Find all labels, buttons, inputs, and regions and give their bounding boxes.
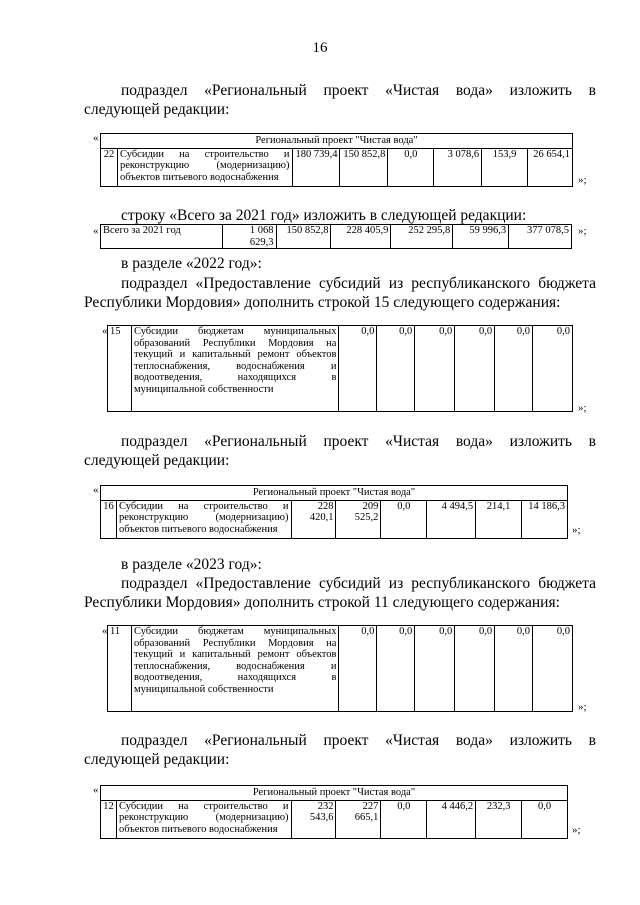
open-quote: « bbox=[102, 625, 108, 637]
page-number: 16 bbox=[312, 40, 328, 56]
paragraph-line: подраздел «Региональный проект «Чистая вода» изложить в bbox=[121, 82, 596, 99]
paragraph-line: Республики Мордовия» дополнить строкой 11 следующего содержания: bbox=[84, 594, 560, 611]
paragraph-line: следующей редакции: bbox=[84, 751, 230, 768]
open-quote: « bbox=[93, 784, 99, 796]
close-quote: »; bbox=[572, 824, 581, 836]
table-cell: 232,3 bbox=[476, 800, 522, 838]
table-cell: 0,0 bbox=[339, 326, 377, 412]
paragraph-line: строку «Всего за 2021 год» изложить в следующей редакции: bbox=[121, 207, 527, 224]
row-label: Всего за 2021 год bbox=[101, 225, 223, 249]
table-header: Региональный проект "Чистая вода" bbox=[101, 486, 568, 501]
row-number: 12 bbox=[101, 800, 117, 838]
table-cell: 0,0 bbox=[522, 800, 568, 838]
table-cell: 228 405,9 bbox=[331, 225, 391, 249]
close-quote: »; bbox=[578, 174, 587, 186]
table-cell: 0,0 bbox=[455, 626, 495, 712]
row-number: 22 bbox=[101, 148, 118, 186]
open-quote: « bbox=[93, 132, 99, 144]
paragraph-line: подраздел «Предоставление субсидий из республиканского бюджета bbox=[121, 575, 596, 592]
row-description: Субсидии на строительство и реконструкцию (модернизацию) объектов питьевого водоснабжения bbox=[116, 500, 291, 538]
paragraph-line: в разделе «2023 год»: bbox=[121, 556, 262, 573]
table-cell: 153,9 bbox=[482, 148, 528, 186]
table-cell: 209 525,2 bbox=[336, 500, 381, 538]
table-cell: 59 996,3 bbox=[453, 225, 509, 249]
table-cell: 0,0 bbox=[377, 626, 415, 712]
close-quote: »; bbox=[578, 701, 587, 713]
table-cell: 0,0 bbox=[455, 326, 495, 412]
table-cell: 214,1 bbox=[476, 500, 522, 538]
table-cell: 0,0 bbox=[495, 626, 533, 712]
row-description: Субсидии бюджетам муниципальных образований Республики Мордовия на текущий и капитальный ремонт объектов теплоснабжения, водоснабжения и водоотведения, находящихся в муниципальной собственности bbox=[131, 626, 339, 712]
paragraph-line: в разделе «2022 год»: bbox=[121, 255, 262, 272]
row-number: 16 bbox=[101, 500, 117, 538]
table-cell: 4 494,5 bbox=[427, 500, 476, 538]
table-chistaya-voda-2022 bbox=[100, 485, 568, 539]
paragraph-line: следующей редакции: bbox=[84, 452, 230, 469]
close-quote: »; bbox=[578, 402, 587, 414]
table-cell: 150 852,8 bbox=[340, 148, 388, 186]
table-subsidies-2023 bbox=[107, 625, 573, 712]
open-quote: « bbox=[93, 484, 99, 496]
table-cell: 0,0 bbox=[533, 326, 573, 412]
table-cell: 0,0 bbox=[415, 626, 455, 712]
table-cell: 252 295,8 bbox=[391, 225, 453, 249]
table-cell: 0,0 bbox=[339, 626, 377, 712]
table-cell: 26 654,1 bbox=[528, 148, 573, 186]
table-cell: 3 078,6 bbox=[434, 148, 482, 186]
paragraph-line: подраздел «Предоставление субсидий из республиканского бюджета bbox=[121, 275, 596, 292]
table-cell: 228 420,1 bbox=[291, 500, 336, 538]
paragraph-line: Республики Мордовия» дополнить строкой 15 следующего содержания: bbox=[84, 294, 561, 311]
table-cell: 0,0 bbox=[377, 326, 415, 412]
paragraph-line: следующей редакции: bbox=[84, 101, 230, 118]
table-cell: 0,0 bbox=[388, 148, 434, 186]
open-quote: « bbox=[93, 225, 99, 237]
table-cell: 4 446,2 bbox=[427, 800, 476, 838]
close-quote: »; bbox=[572, 524, 581, 536]
row-description: Субсидии бюджетам муниципальных образований Республики Мордовия на текущий и капитальный ремонт объектов теплоснабжения, водоснабжения и водоотведения, находящихся в муниципальной собственности bbox=[131, 326, 339, 412]
row-description: Субсидии на строительство и реконструкцию (модернизацию) объектов питьевого водоснабжения bbox=[116, 800, 291, 838]
row-description: Субсидии на строительство и реконструкцию (модернизацию) объектов питьевого водоснабжения bbox=[117, 148, 292, 186]
table-subsidies-2022 bbox=[107, 325, 573, 412]
table-cell: 14 186,3 bbox=[522, 500, 568, 538]
row-number: 11 bbox=[108, 626, 132, 712]
table-cell: 0,0 bbox=[533, 626, 573, 712]
open-quote: « bbox=[102, 325, 108, 337]
table-cell: 0,0 bbox=[495, 326, 533, 412]
table-cell: 232 543,6 bbox=[291, 800, 336, 838]
table-header: Региональный проект "Чистая вода" bbox=[101, 786, 568, 801]
table-cell: 377 078,5 bbox=[509, 225, 572, 249]
table-header: Региональный проект "Чистая вода" bbox=[101, 134, 573, 149]
table-cell: 150 852,8 bbox=[276, 225, 331, 249]
table-cell: 0,0 bbox=[381, 800, 427, 838]
row-number: 15 bbox=[108, 326, 132, 412]
table-cell: 180 739,4 bbox=[292, 148, 340, 186]
close-quote: »; bbox=[578, 225, 587, 237]
table-cell: 227 665,1 bbox=[336, 800, 381, 838]
paragraph-line: подраздел «Региональный проект «Чистая вода» изложить в bbox=[121, 732, 596, 749]
table-cell: 1 068 629,3 bbox=[222, 225, 276, 249]
table-cell: 0,0 bbox=[381, 500, 427, 538]
table-chistaya-voda-2023 bbox=[100, 785, 568, 839]
paragraph-line: подраздел «Региональный проект «Чистая вода» изложить в bbox=[121, 433, 596, 450]
table-total-2021 bbox=[100, 224, 572, 249]
table-cell: 0,0 bbox=[415, 326, 455, 412]
table-chistaya-voda-2021 bbox=[100, 133, 573, 187]
